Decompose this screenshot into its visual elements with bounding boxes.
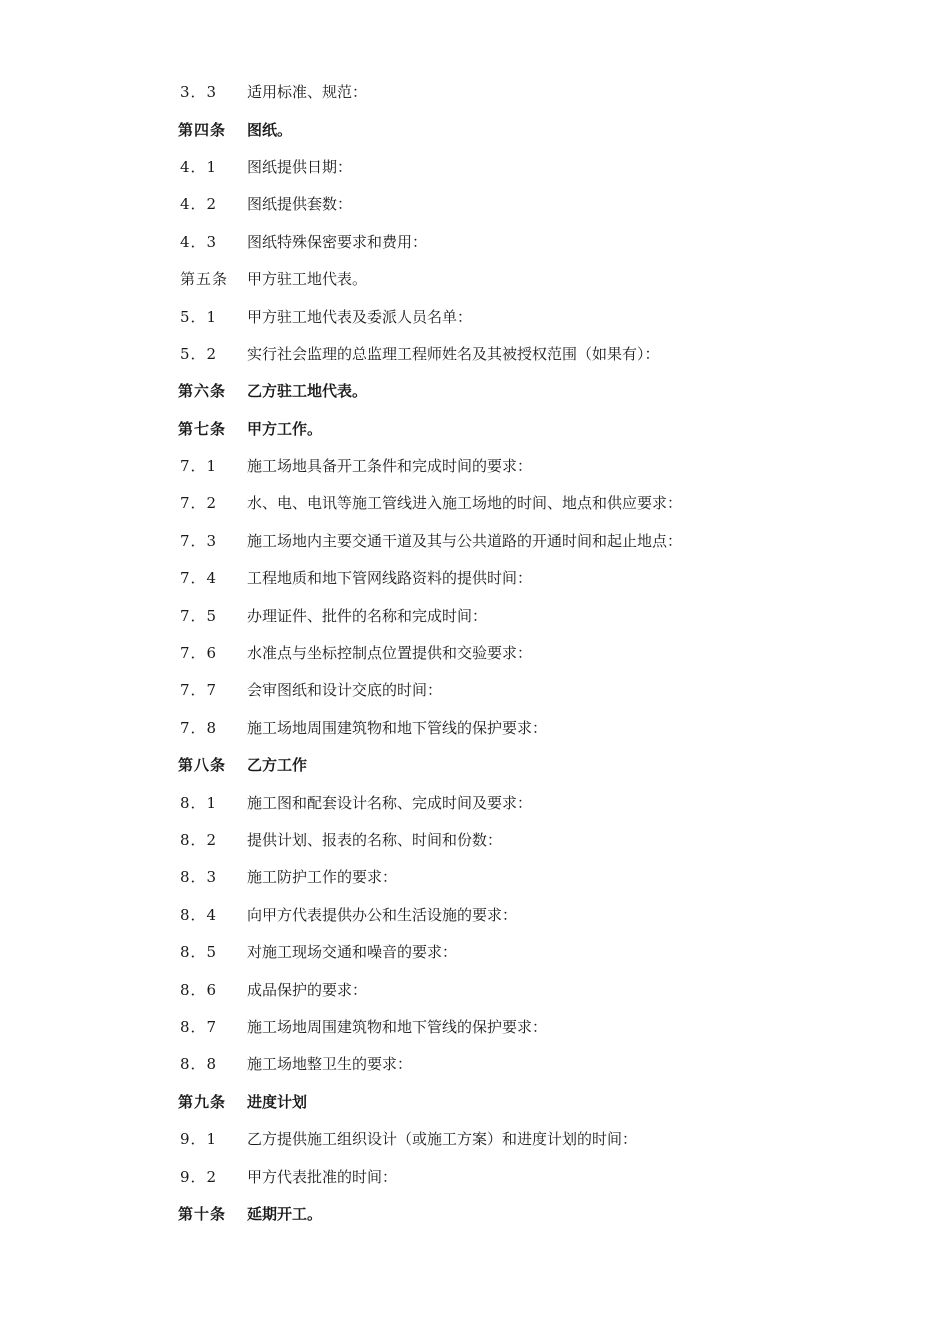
clause-line	[0, 73, 950, 110]
article-heading	[0, 1083, 950, 1120]
clause-number: 7．5	[180, 606, 218, 625]
clause-line	[0, 896, 950, 933]
clause-text: 适用标准、规范：	[247, 83, 368, 102]
article-heading	[0, 110, 950, 147]
clause-text: 乙方工作	[247, 756, 308, 775]
clause-number: 4．2	[180, 195, 218, 214]
clause-number: 9．2	[180, 1167, 218, 1186]
clause-line	[0, 1008, 950, 1045]
clause-text: 施工场地周围建筑物和地下管线的保护要求：	[247, 1017, 548, 1036]
clause-number: 第八条	[178, 756, 227, 775]
clause-text: 施工防护工作的要求：	[247, 868, 398, 887]
clause-number: 7．4	[180, 569, 218, 588]
clause-line	[0, 671, 950, 708]
clause-text: 图纸。	[247, 120, 293, 139]
clause-text: 进度计划	[247, 1092, 308, 1111]
clause-number: 第九条	[178, 1092, 227, 1111]
clause-line	[0, 970, 950, 1007]
clause-text: 乙方驻工地代表。	[247, 382, 368, 401]
clause-number: 7．1	[180, 457, 218, 476]
clause-text: 甲方工作。	[247, 419, 323, 438]
clause-line	[0, 335, 950, 372]
clause-text: 施工场地周围建筑物和地下管线的保护要求：	[247, 718, 548, 737]
clause-line	[0, 297, 950, 334]
clause-line	[0, 821, 950, 858]
clause-text: 甲方驻工地代表。	[247, 270, 368, 289]
clause-number: 8．7	[180, 1017, 218, 1036]
clause-line	[0, 185, 950, 222]
clause-line	[0, 484, 950, 521]
clause-number: 第十条	[178, 1204, 227, 1223]
clause-number: 第四条	[178, 120, 227, 139]
clause-number: 7．6	[180, 644, 218, 663]
clause-text: 图纸提供套数：	[247, 195, 353, 214]
clause-text: 施工图和配套设计名称、完成时间及要求：	[247, 793, 533, 812]
clause-number: 8．8	[180, 1055, 218, 1074]
clause-number: 5．2	[180, 344, 218, 363]
clause-text: 水、电、电讯等施工管线进入施工场地的时间、地点和供应要求：	[247, 494, 683, 513]
clause-line	[0, 260, 950, 297]
clause-text: 施工场地内主要交通干道及其与公共道路的开通时间和起止地点：	[247, 531, 683, 550]
clause-number: 7．2	[180, 494, 218, 513]
clause-line	[0, 634, 950, 671]
clause-number: 8．5	[180, 943, 218, 962]
clause-line	[0, 1157, 950, 1194]
clause-number: 8．2	[180, 831, 218, 849]
clause-number: 4．3	[180, 232, 218, 251]
clause-number: 5．1	[180, 307, 218, 326]
clause-line	[0, 522, 950, 559]
clause-text: 图纸提供日期：	[247, 157, 353, 176]
clause-number: 第六条	[178, 382, 227, 401]
clause-text: 实行社会监理的总监理工程师姓名及其被授权范围（如果有）：	[247, 344, 660, 363]
clause-line	[0, 447, 950, 484]
article-heading	[0, 372, 950, 409]
clause-line	[0, 709, 950, 746]
clause-text: 乙方提供施工组织设计（或施工方案）和进度计划的时间：	[247, 1130, 638, 1149]
clause-text: 施工场地具备开工条件和完成时间的要求：	[247, 457, 533, 476]
clause-text: 甲方代表批准的时间：	[247, 1167, 398, 1186]
article-heading	[0, 746, 950, 783]
clause-text: 会审图纸和设计交底的时间：	[247, 681, 443, 700]
clause-text: 成品保护的要求：	[247, 980, 368, 999]
clause-line	[0, 148, 950, 185]
clause-text: 施工场地整卫生的要求：	[247, 1055, 413, 1074]
clause-number: 4．1	[180, 157, 218, 176]
clause-line	[0, 858, 950, 895]
clause-text: 延期开工。	[247, 1204, 323, 1223]
clause-text: 提供计划、报表的名称、时间和份数：	[247, 831, 503, 849]
article-heading	[0, 410, 950, 447]
document-page	[0, 73, 950, 1232]
clause-number: 8．4	[180, 905, 218, 924]
clause-number: 第五条	[180, 270, 229, 289]
clause-number: 7．7	[180, 681, 218, 700]
clause-line	[0, 1045, 950, 1082]
clause-number: 7．8	[180, 718, 218, 737]
clause-line	[0, 1120, 950, 1157]
clause-line	[0, 596, 950, 633]
clause-line	[0, 933, 950, 970]
clause-number: 8．3	[180, 868, 218, 887]
clause-text: 水准点与坐标控制点位置提供和交验要求：	[247, 644, 533, 663]
clause-line	[0, 783, 950, 820]
clause-number: 8．6	[180, 980, 218, 999]
clause-number: 第七条	[178, 419, 227, 438]
clause-number: 7．3	[180, 531, 218, 550]
clause-number: 9．1	[180, 1130, 218, 1149]
clause-line	[0, 223, 950, 260]
clause-text: 甲方驻工地代表及委派人员名单：	[247, 307, 473, 326]
clause-line	[0, 559, 950, 596]
clause-text: 向甲方代表提供办公和生活设施的要求：	[247, 905, 518, 924]
clause-text: 图纸特殊保密要求和费用：	[247, 232, 428, 251]
clause-text: 工程地质和地下管网线路资料的提供时间：	[247, 569, 533, 588]
clause-number: 8．1	[180, 793, 218, 812]
clause-text: 办理证件、批件的名称和完成时间：	[247, 606, 488, 625]
clause-number: 3．3	[180, 83, 218, 102]
clause-text: 对施工现场交通和噪音的要求：	[247, 943, 458, 962]
article-heading	[0, 1195, 950, 1232]
